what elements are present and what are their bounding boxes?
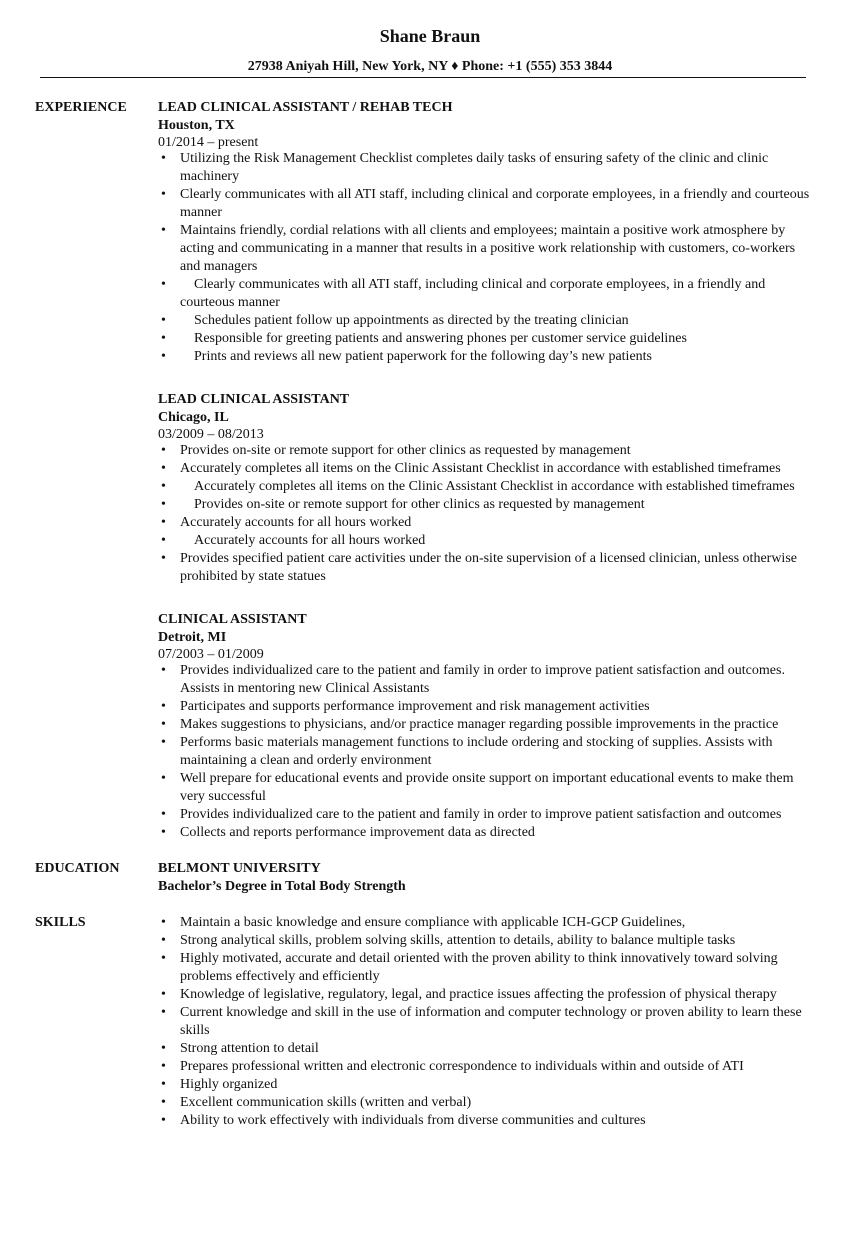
resume-body <box>0 99 860 1130</box>
bullet-item: • Accurately completes all items on the Clinic Assistant Checklist in accordance with established timeframes <box>158 460 818 478</box>
job-bullets <box>158 662 818 842</box>
bullet-item: • Prepares professional written and electronic correspondence to individuals within and outside of ATI <box>158 1058 818 1076</box>
school-name: BELMONT UNIVERSITY <box>158 861 321 876</box>
bullet-item: • Ability to work effectively with individuals from diverse communities and cultures <box>158 1112 818 1130</box>
experience-section <box>0 99 860 842</box>
bullet-item: • Provides on-site or remote support for other clinics as requested by management <box>158 496 818 514</box>
bullet-item: • Participates and supports performance improvement and risk management activities <box>158 698 818 716</box>
job-bullets <box>158 442 818 586</box>
bullet-item: • Knowledge of legislative, regulatory, legal, and practice issues affecting the profession of physical therapy <box>158 986 818 1004</box>
bullet-item: • Performs basic materials management functions to include ordering and stocking of supplies. Assists with maintaining a clean and orderly environment <box>158 734 818 770</box>
job-title: LEAD CLINICAL ASSISTANT / REHAB TECH <box>158 100 453 115</box>
candidate-name: Shane Braun <box>379 26 481 46</box>
job-location: Chicago, IL <box>158 410 229 425</box>
bullet-item: • Current knowledge and skill in the use of information and computer technology or proven ability to learn these skills <box>158 1004 818 1040</box>
experience-list <box>158 99 818 842</box>
bullet-item: • Maintains friendly, cordial relations with all clients and employees; maintain a positive work atmosphere by acting and communicating in a manner that results in a positive work relationship with customers, co-workers and managers <box>158 222 818 276</box>
bullet-item: • Clearly communicates with all ATI staff, including clinical and corporate employees, in a friendly and courteous manner <box>158 276 818 312</box>
job-dates: 03/2009 – 08/2013 <box>158 427 264 442</box>
bullet-item: • Collects and reports performance improvement data as directed <box>158 824 818 842</box>
bullet-item: • Maintain a basic knowledge and ensure compliance with applicable ICH-GCP Guidelines, <box>158 914 818 932</box>
bullet-item: • Utilizing the Risk Management Checklist completes daily tasks of ensuring safety of the clinic and clinic machinery <box>158 150 818 186</box>
job-title: LEAD CLINICAL ASSISTANT <box>158 392 350 407</box>
bullet-item: • Prints and reviews all new patient paperwork for the following day’s new patients <box>158 348 818 366</box>
job-location: Detroit, MI <box>158 630 227 645</box>
job-dates: 01/2014 – present <box>158 135 259 150</box>
job-entry <box>158 99 818 366</box>
skills-list <box>158 914 818 1130</box>
job-entry <box>158 391 818 586</box>
bullet-item: • Schedules patient follow up appointments as directed by the treating clinician <box>158 312 818 330</box>
bullet-item: • Accurately accounts for all hours worked <box>158 532 818 550</box>
bullet-item: • Provides on-site or remote support for other clinics as requested by management <box>158 442 818 460</box>
degree: Bachelor’s Degree in Total Body Strength <box>158 879 406 894</box>
bullet-item: • Highly organized <box>158 1076 818 1094</box>
job-title: CLINICAL ASSISTANT <box>158 612 307 627</box>
bullet-item: • Strong attention to detail <box>158 1040 818 1058</box>
education-entry <box>158 860 818 896</box>
bullet-item: • Accurately completes all items on the Clinic Assistant Checklist in accordance with established timeframes <box>158 478 818 496</box>
section-heading-education: EDUCATION <box>35 861 120 876</box>
section-heading-experience: EXPERIENCE <box>35 100 127 115</box>
bullet-item: • Well prepare for educational events and provide onsite support on important educational events to make them very successful <box>158 770 818 806</box>
bullet-item: • Provides specified patient care activities under the on-site supervision of a licensed clinician, unless otherwise prohibited by state statues <box>158 550 818 586</box>
skills-section <box>0 914 860 1130</box>
education-section <box>0 860 860 896</box>
job-location: Houston, TX <box>158 118 235 133</box>
bullet-item: • Provides individualized care to the patient and family in order to improve patient satisfaction and outcomes. Assists in mentoring new Clinical Assistants <box>158 662 818 698</box>
skills-body <box>158 914 818 1130</box>
section-heading-skills: SKILLS <box>35 915 86 930</box>
bullet-item: • Provides individualized care to the patient and family in order to improve patient satisfaction and outcomes <box>158 806 818 824</box>
bullet-item: • Clearly communicates with all ATI staff, including clinical and corporate employees, in a friendly and courteous manner <box>158 186 818 222</box>
header-divider <box>40 77 806 78</box>
job-dates: 07/2003 – 01/2009 <box>158 647 264 662</box>
contact-line: 27938 Aniyah Hill, New York, NY ♦ Phone: +1 (555) 353 3844 <box>247 59 613 74</box>
bullet-item: • Highly motivated, accurate and detail oriented with the proven ability to think innovatively toward solving problems effectively and efficiently <box>158 950 818 986</box>
bullet-item: • Excellent communication skills (written and verbal) <box>158 1094 818 1112</box>
bullet-item: • Strong analytical skills, problem solving skills, attention to details, ability to balance multiple tasks <box>158 932 818 950</box>
bullet-item: • Responsible for greeting patients and answering phones per customer service guidelines <box>158 330 818 348</box>
job-bullets <box>158 150 818 366</box>
bullet-item: • Makes suggestions to physicians, and/or practice manager regarding possible improvements in the practice <box>158 716 818 734</box>
job-entry <box>158 611 818 842</box>
bullet-item: • Accurately accounts for all hours worked <box>158 514 818 532</box>
